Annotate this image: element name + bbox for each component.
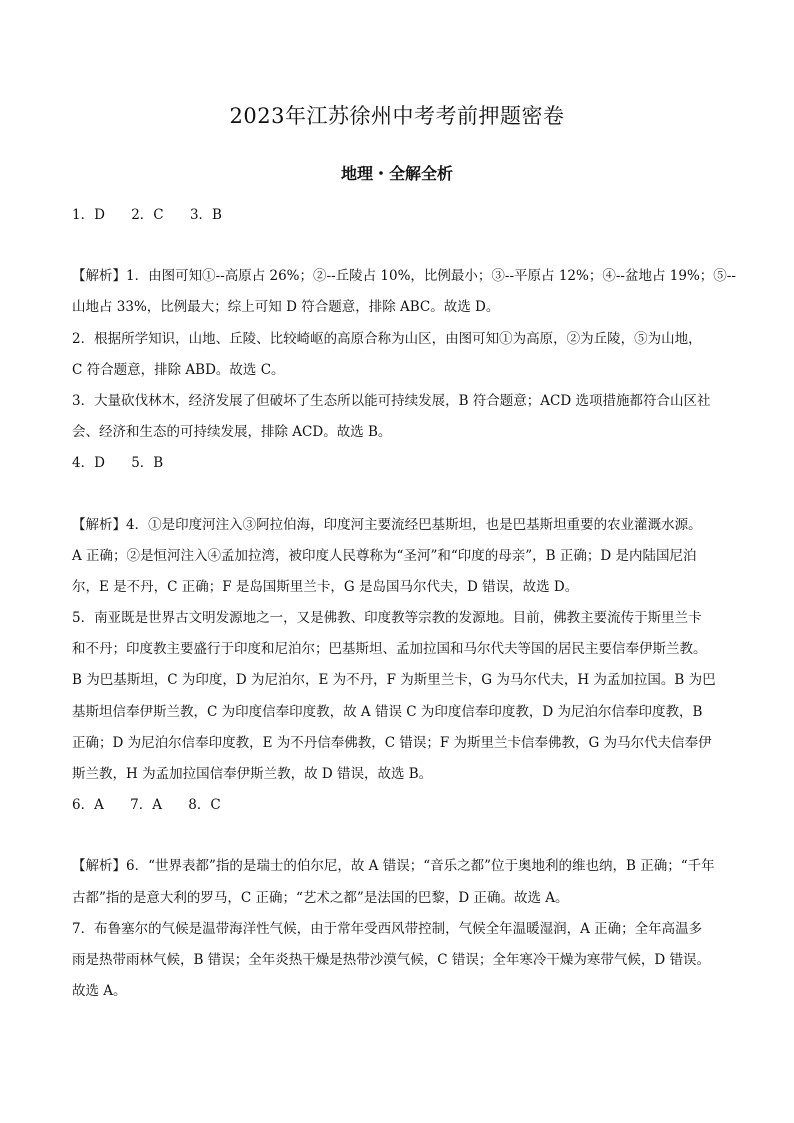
- analysis-line: 尔，E 是不丹，C 正确；F 是岛国斯里兰卡，G 是岛国马尔代夫，D 错误，故选 D。: [72, 578, 579, 595]
- page-title: 2023年江苏徐州中考考前押题密卷: [229, 104, 565, 128]
- analysis-line: 2．根据所学知识，山地、丘陵、比较崎岖的高原合称为山区，由图可知①为高原，②为丘陵，⑤为山地，: [72, 330, 702, 347]
- answer-item: 8．C: [188, 797, 221, 814]
- answer-item: 6．A: [72, 797, 104, 814]
- analysis-line: 斯兰教，H 为孟加拉国信奉伊斯兰教，故 D 错误，故选 B。: [72, 766, 433, 782]
- analysis-line: 会、经济和生态的可持续发展，排除 ACD。故选 B。: [72, 424, 392, 441]
- answer-item: 2．C: [131, 207, 164, 223]
- analysis-line: 【解析】4．①是印度河注入③阿拉伯海，印度河主要流经巴基斯坦，也是巴基斯坦重要的农业灌溉水源。: [72, 516, 702, 533]
- analysis-line: 基斯坦信奉伊斯兰教，C 为印度信奉印度教，故 A 错误 C 为印度信奉印度教，D 为尼泊尔信奉印度教，B: [72, 703, 703, 720]
- analysis-line: 和不丹；印度教主要盛行于印度和尼泊尔；巴基斯坦、孟加拉国和马尔代夫等国的居民主要信奉伊斯兰教。: [72, 641, 707, 658]
- analysis-line: B 为巴基斯坦，C 为印度，D 为尼泊尔，E 为不丹，F 为斯里兰卡，G 为马尔代夫，H 为孟加拉国。B 为巴: [72, 672, 716, 689]
- analysis-line: 【解析】6．“世界表都”指的是瑞士的伯尔尼，故 A 错误；“音乐之都”位于奥地利的维也纳，B 正确；“千年: [72, 858, 715, 875]
- analysis-line: 山地占 33%，比例最大；综上可知 D 符合题意，排除 ABC。故选 D。: [72, 299, 500, 316]
- analysis-line: 3．大量砍伐林木，经济发展了但破坏了生态所以能可持续发展，B 符合题意；ACD 选项措施都符合山区社: [72, 392, 711, 409]
- answer-item: 5．B: [131, 455, 164, 472]
- answer-item: 4．D: [72, 455, 105, 472]
- answer-key-row: [72, 790, 724, 821]
- analysis-line: 【解析】1．由图可知①--高原占 26%；②--丘陵占 10%，比例最小；③--平原占 12%；④--盆地占 19%；⑤--: [72, 268, 736, 285]
- answer-key-row: [72, 448, 724, 479]
- analysis-line: 古都”指的是意大利的罗马，C 正确；“艺术之都”是法国的巴黎，D 正确。故选 A。: [72, 889, 569, 906]
- analysis-line: 雨是热带雨林气候，B 错误；全年炎热干燥是热带沙漠气候，C 错误；全年寒冷干燥为寒带气候，D 错误。: [72, 951, 710, 968]
- answer-analysis-content: [72, 200, 736, 1007]
- page-subtitle: 地理・全解全析: [340, 164, 453, 183]
- analysis-line: C 符合题意，排除 ABD。故选 C。: [72, 361, 285, 378]
- answer-key-row: [72, 200, 724, 231]
- answer-item: 7．A: [130, 797, 162, 814]
- analysis-line: 7．布鲁塞尔的气候是温带海洋性气候，由于常年受西风带控制，气候全年温暖湿润，A 正确；全年高温多: [72, 920, 703, 937]
- analysis-line: 故选 A。: [72, 983, 127, 1000]
- answer-item: 3．B: [189, 207, 222, 223]
- answer-item: 1．D: [72, 207, 105, 223]
- analysis-line: 正确；D 为尼泊尔信奉印度教，E 为不丹信奉佛教，C 错误；F 为斯里兰卡信奉佛教，G 为马尔代夫信奉伊: [72, 734, 712, 751]
- analysis-line: 5．南亚既是世界古文明发源地之一，又是佛教、印度教等宗教的发源地。目前，佛教主要流传于斯里兰卡: [72, 610, 702, 627]
- analysis-line: A 正确；②是恒河注入④孟加拉湾，被印度人民尊称为“圣河”和“印度的母亲”，B 正确；D 是内陆国尼泊: [72, 547, 697, 564]
